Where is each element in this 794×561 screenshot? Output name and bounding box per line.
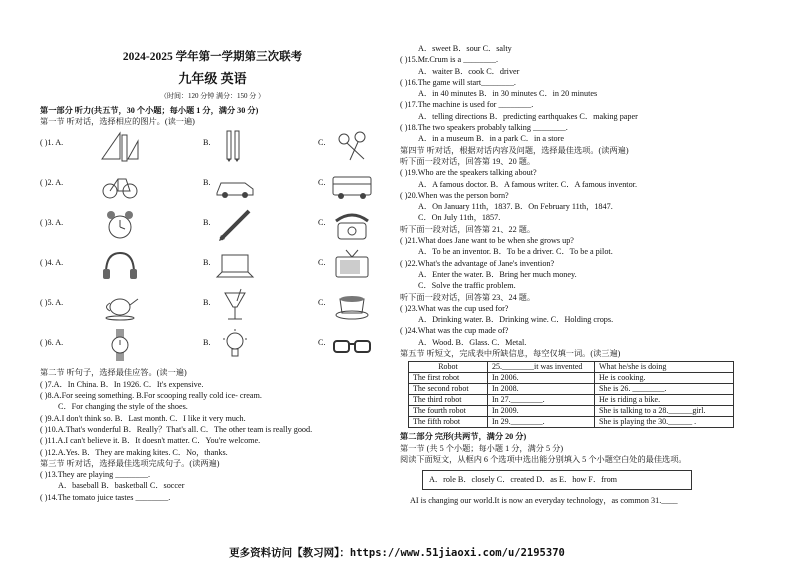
- part2-section1-heading: 第一节 (共 5 个小题；每小题 1 分，满分 5 分): [400, 443, 564, 453]
- alarm-clock-icon: [98, 207, 142, 243]
- question-10: ( )10.A.That's wonderful B．Really？That's all. C．The other team is really good.: [40, 424, 313, 434]
- option-label: C.: [318, 138, 326, 148]
- question-22: ( )22.What's the advantage of Jane's invention?: [400, 258, 555, 268]
- television-icon: [330, 247, 374, 283]
- picture-question-row: [40, 247, 385, 287]
- picture-questions: [40, 127, 385, 367]
- table-header-cell: What he/she is doing: [595, 362, 734, 373]
- question-17-options: A．telling directions B．predicting earthquakes C．making paper: [418, 111, 638, 121]
- question-16: ( )16.The game will start________.: [400, 77, 516, 87]
- question-12: ( )12.A.Yes. B．They are making kites. C．No，thanks.: [40, 447, 228, 457]
- question-23: ( )23.What was the cup used for?: [400, 303, 509, 313]
- question-18: ( )18.The two speakers probably talking ________.: [400, 123, 568, 133]
- option-label: B.: [203, 138, 211, 148]
- question-8: ( )8.A.For seeing something. B.For scooping really cold ice- cream.: [40, 391, 262, 401]
- table-cell: The second robot: [409, 384, 488, 395]
- exam-title: 2024-2025 学年第一学期第三次联考: [122, 51, 303, 63]
- robot-table: [408, 361, 734, 428]
- telephone-icon: [330, 207, 374, 243]
- section1-heading: 第一节 听对话，选择相应的图片。(读一遍): [40, 117, 195, 127]
- option-label: B.: [203, 298, 211, 308]
- picture-question-number: ( )2. A.: [40, 178, 64, 188]
- question-13-options: A．baseball B．basketball C．soccer: [58, 481, 185, 491]
- option-label: C.: [318, 298, 326, 308]
- option-label: C.: [318, 338, 326, 348]
- pencils-icon: [213, 127, 257, 163]
- question-9: ( )9.A.I don't think so. B．Last month. C．I like it very much.: [40, 413, 246, 423]
- table-cell: She is talking to a 28.______girl.: [595, 406, 734, 417]
- table-cell: He is cooking.: [595, 373, 734, 384]
- watch-icon: [98, 327, 142, 363]
- picture-question-number: ( )3. A.: [40, 218, 64, 228]
- word-options-box: A．role B．closely C．created D．as E．how F．from: [422, 470, 692, 490]
- table-cell: He is riding a bike.: [595, 395, 734, 406]
- keys-icon: [330, 127, 374, 163]
- question-20-options: A．On January 11th，1837. B．On February 11th，1847.: [418, 202, 613, 212]
- table-cell: In 2006.: [488, 373, 595, 384]
- exam-meta: （时间：120 分钟 满分：150 分 ）: [160, 91, 265, 100]
- picture-question-number: ( )4. A.: [40, 258, 64, 268]
- question-7: ( )7.A．In China. B．In 1926. C．It's expensive.: [40, 379, 204, 389]
- question-24: ( )24.What was the cup made of?: [400, 326, 509, 336]
- picture-question-row: [40, 287, 385, 327]
- question-22-options: A．Enter the water. B．Bring her much money.: [418, 269, 577, 279]
- grade-subject: 九年级 英语: [178, 71, 247, 87]
- option-label: C.: [318, 258, 326, 268]
- option-label: B.: [203, 218, 211, 228]
- listening-note-19-20: 听下面一段对话，回答第 19、20 题。: [400, 156, 536, 166]
- table-cell: She is playing the 30.______ .: [595, 417, 734, 428]
- teapot-icon: [98, 287, 142, 323]
- pencil-icon: [213, 207, 257, 243]
- question-19-options: A．A famous doctor. B．A famous writer. C．A famous inventor.: [418, 179, 637, 189]
- picture-question-row: [40, 127, 385, 167]
- table-cell: The fifth robot: [409, 417, 488, 428]
- right-column: [400, 43, 755, 507]
- table-cell: The fourth robot: [409, 406, 488, 417]
- part1-heading: 第一部分 听力(共五节，30 个小题；每小题 1 分，满分 30 分): [40, 105, 259, 115]
- question-11: ( )11.A.I can't believe it. B．It doesn't matter. C．You're welcome.: [40, 436, 261, 446]
- section3-heading: 第三节 听对话，选择最佳选项完成句子。(读两遍): [40, 458, 220, 468]
- option-label: C.: [318, 178, 326, 188]
- table-header-row: [409, 362, 734, 373]
- question-15-options: A．waiter B．cook C．driver: [418, 66, 520, 76]
- cloze-instructions: 阅读下面短文，从框内 6 个选项中选出能分别填入 5 个小题空白处的最佳选项。: [400, 454, 687, 464]
- glasses-icon: [330, 327, 374, 363]
- table-cell: The first robot: [409, 373, 488, 384]
- option-label: C.: [318, 218, 326, 228]
- question-18-options: A．in a museum B．in a park C．in a store: [418, 134, 564, 144]
- ruler-set-icon: [98, 127, 142, 163]
- table-row: [409, 417, 734, 428]
- question-16-options: A．in 40 minutes B．in 30 minutes C．in 20 minutes: [418, 89, 598, 99]
- coffee-cup-icon: [330, 287, 374, 323]
- light-bulb-icon: [213, 327, 257, 363]
- drink-glass-icon: [213, 287, 257, 323]
- table-row: [409, 373, 734, 384]
- section2-heading: 第二节 听句子，选择最佳应答。(读一遍): [40, 368, 187, 378]
- picture-question-number: ( )5. A.: [40, 298, 64, 308]
- table-header-cell: 25.________it was invented: [488, 362, 595, 373]
- cloze-passage: AI is changing our world.It is now an everyday technology，as common 31.____: [410, 496, 678, 506]
- bus-icon: [330, 167, 374, 203]
- question-20: ( )20.When was the person born?: [400, 190, 509, 200]
- listening-note-23-24: 听下面一段对话，回答第 23、24 题。: [400, 292, 536, 302]
- table-cell: The third robot: [409, 395, 488, 406]
- table-row: [409, 384, 734, 395]
- table-row: [409, 406, 734, 417]
- picture-question-number: ( )1. A.: [40, 138, 64, 148]
- picture-question-number: ( )6. A.: [40, 338, 64, 348]
- question-24-options: A．Wood. B．Glass. C．Metal.: [418, 337, 527, 347]
- bicycle-icon: [98, 167, 142, 203]
- picture-question-row: [40, 207, 385, 247]
- section4-heading: 第四节 听对话，根据对话内容及问题，选择最佳选项。(读两遍): [400, 145, 629, 155]
- table-cell: In 2009.: [488, 406, 595, 417]
- question-14: ( )14.The tomato juice tastes ________.: [40, 492, 171, 502]
- car-icon: [213, 167, 257, 203]
- table-cell: In 2008.: [488, 384, 595, 395]
- question-14-options: A．sweet B．sour C．salty: [418, 44, 512, 53]
- left-column: [40, 40, 385, 503]
- option-label: B.: [203, 178, 211, 188]
- question-17: ( )17.The machine is used for ________.: [400, 100, 534, 110]
- question-19: ( )19.Who are the speakers talking about?: [400, 168, 537, 178]
- question-23-options: A．Drinking water. B．Drinking wine. C．Holding crops.: [418, 315, 614, 325]
- section5-heading: 第五节 听短文，完成表中所缺信息，每空仅填一词。(读三遍): [400, 349, 621, 359]
- table-cell: In 29.________.: [488, 417, 595, 428]
- footer-link[interactable]: 更多资料访问【教习网】：https://www.51jiaoxi.com/u/2195370: [229, 547, 565, 559]
- question-21-options: A．To be an inventor. B．To be a driver. C．To be a pilot.: [418, 247, 613, 257]
- listening-note-21-22: 听下面一段对话，回答第 21、22 题。: [400, 224, 536, 234]
- question-15: ( )15.Mr.Crum is a ________.: [400, 55, 499, 65]
- question-20-c: C．On July 11th，1857.: [418, 213, 501, 223]
- question-22-c: C．Solve the traffic problem.: [418, 281, 516, 291]
- table-cell: She is 26. ________.: [595, 384, 734, 395]
- question-21: ( )21.What does Jane want to be when she grows up?: [400, 236, 574, 246]
- table-cell: In 27.________.: [488, 395, 595, 406]
- table-row: [409, 395, 734, 406]
- option-label: B.: [203, 258, 211, 268]
- question-13: ( )13.They are playing ________.: [40, 470, 151, 480]
- picture-question-row: [40, 167, 385, 207]
- picture-question-row: [40, 327, 385, 367]
- laptop-icon: [213, 247, 257, 283]
- part2-heading: 第二部分 完形(共两节，满分 20 分): [400, 432, 527, 442]
- option-label: B.: [203, 338, 211, 348]
- question-8-c: C．For changing the style of the shoes.: [58, 402, 188, 412]
- table-header-cell: Robot: [409, 362, 488, 373]
- headphones-icon: [98, 247, 142, 283]
